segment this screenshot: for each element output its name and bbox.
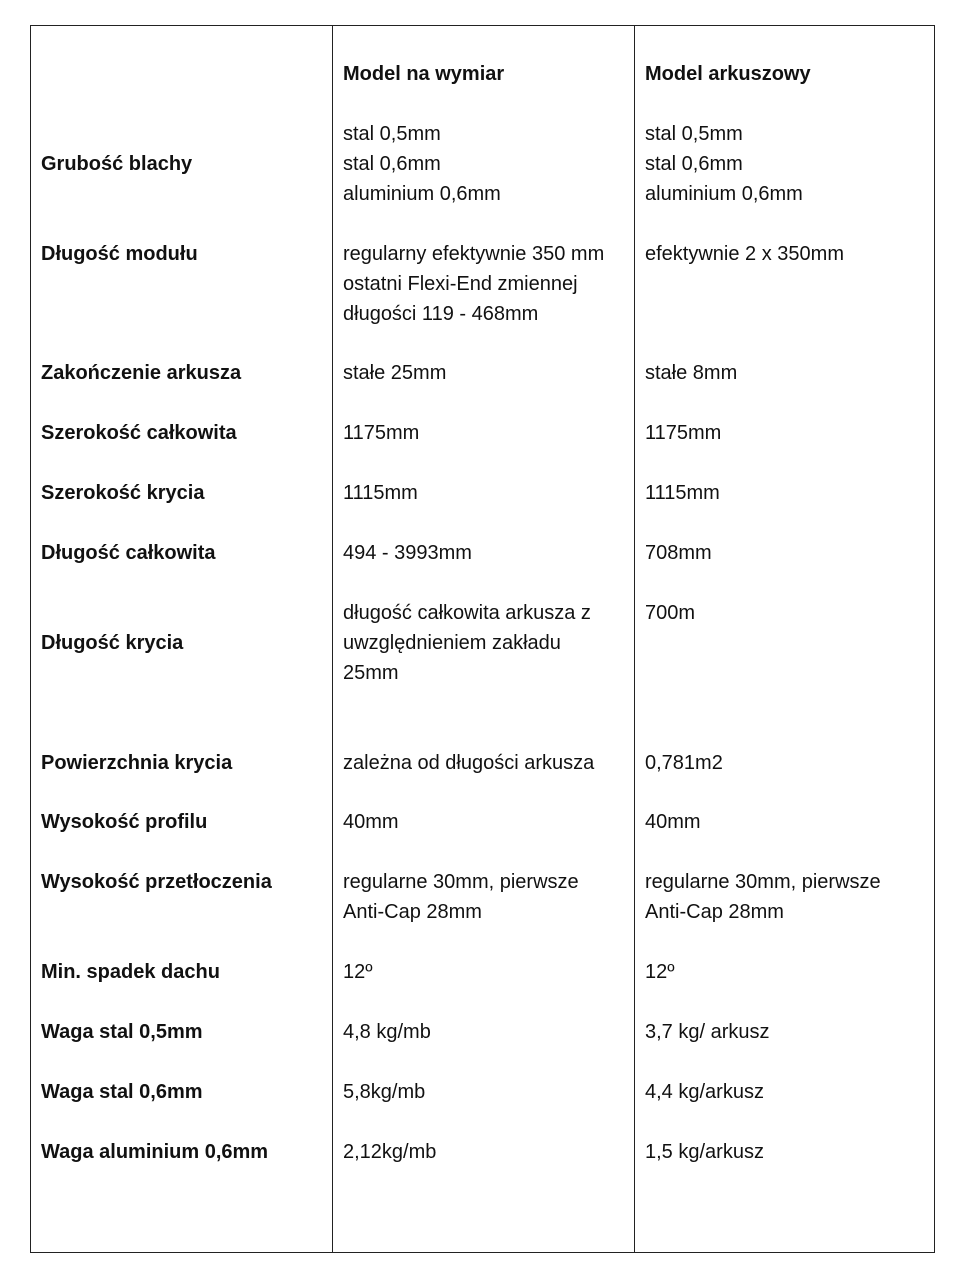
row-label-weight-aluminium-06: Waga aluminium 0,6mm (41, 1141, 269, 1163)
cell-sheet-model: stal 0,5mm stal 0,6mm aluminium 0,6mm (645, 123, 803, 205)
row-label-sheet-thickness: Grubość blachy (41, 153, 193, 175)
cell-sheet-model: 700m (645, 602, 696, 624)
cell-made-to-measure: regularne 30mm, pierwsze Anti-Cap 28mm (343, 871, 579, 923)
row-label-total-width: Szerokość całkowita (41, 422, 237, 444)
cell-made-to-measure: 12º (343, 961, 373, 983)
cell-sheet-model: 40mm (645, 811, 701, 833)
row-label-total-length: Długość całkowita (41, 542, 216, 564)
cell-sheet-model: stałe 8mm (645, 362, 738, 384)
cell-sheet-model: 3,7 kg/ arkusz (645, 1021, 770, 1043)
row-label-weight-steel-06: Waga stal 0,6mm (41, 1081, 203, 1103)
cell-made-to-measure: zależna od długości arkusza (343, 752, 595, 774)
cell-sheet-model: 708mm (645, 542, 712, 564)
row-label-coverage-area: Powierzchnia krycia (41, 752, 233, 774)
header-sheet-model: Model arkuszowy (645, 63, 811, 85)
cell-made-to-measure: 494 - 3993mm (343, 542, 472, 564)
cell-made-to-measure: 5,8kg/mb (343, 1081, 426, 1103)
row-label-min-roof-pitch: Min. spadek dachu (41, 961, 220, 983)
cell-sheet-model: 0,781m2 (645, 752, 723, 774)
cell-sheet-model: 1175mm (645, 422, 722, 444)
column-divider (634, 26, 635, 1252)
column-divider (332, 26, 333, 1252)
cell-sheet-model: efektywnie 2 x 350mm (645, 243, 844, 265)
row-label-embossing-height: Wysokość przetłoczenia (41, 871, 272, 893)
cell-made-to-measure: stałe 25mm (343, 362, 447, 384)
row-label-module-length: Długość modułu (41, 243, 198, 265)
row-label-sheet-ending: Zakończenie arkusza (41, 362, 242, 384)
cell-made-to-measure: 40mm (343, 811, 399, 833)
row-label-coverage-length: Długość krycia (41, 632, 184, 654)
cell-made-to-measure: 1115mm (343, 482, 418, 504)
cell-sheet-model: 1115mm (645, 482, 720, 504)
cell-sheet-model: regularne 30mm, pierwsze Anti-Cap 28mm (645, 871, 881, 923)
cell-sheet-model: 4,4 kg/arkusz (645, 1081, 764, 1103)
row-label-coverage-width: Szerokość krycia (41, 482, 205, 504)
cell-made-to-measure: 1175mm (343, 422, 420, 444)
cell-made-to-measure: stal 0,5mm stal 0,6mm aluminium 0,6mm (343, 123, 501, 205)
cell-sheet-model: 1,5 kg/arkusz (645, 1141, 764, 1163)
cell-made-to-measure: regularny efektywnie 350 mm ostatni Flexi-End zmiennej długości 119 - 468mm (343, 243, 605, 325)
cell-made-to-measure: 2,12kg/mb (343, 1141, 437, 1163)
row-label-weight-steel-05: Waga stal 0,5mm (41, 1021, 203, 1043)
row-label-profile-height: Wysokość profilu (41, 811, 208, 833)
cell-made-to-measure: 4,8 kg/mb (343, 1021, 431, 1043)
cell-sheet-model: 12º (645, 961, 675, 983)
spec-table (30, 25, 935, 1253)
cell-made-to-measure: długość całkowita arkusza z uwzględnieniem zakładu 25mm (343, 602, 591, 684)
header-made-to-measure: Model na wymiar (343, 63, 505, 85)
